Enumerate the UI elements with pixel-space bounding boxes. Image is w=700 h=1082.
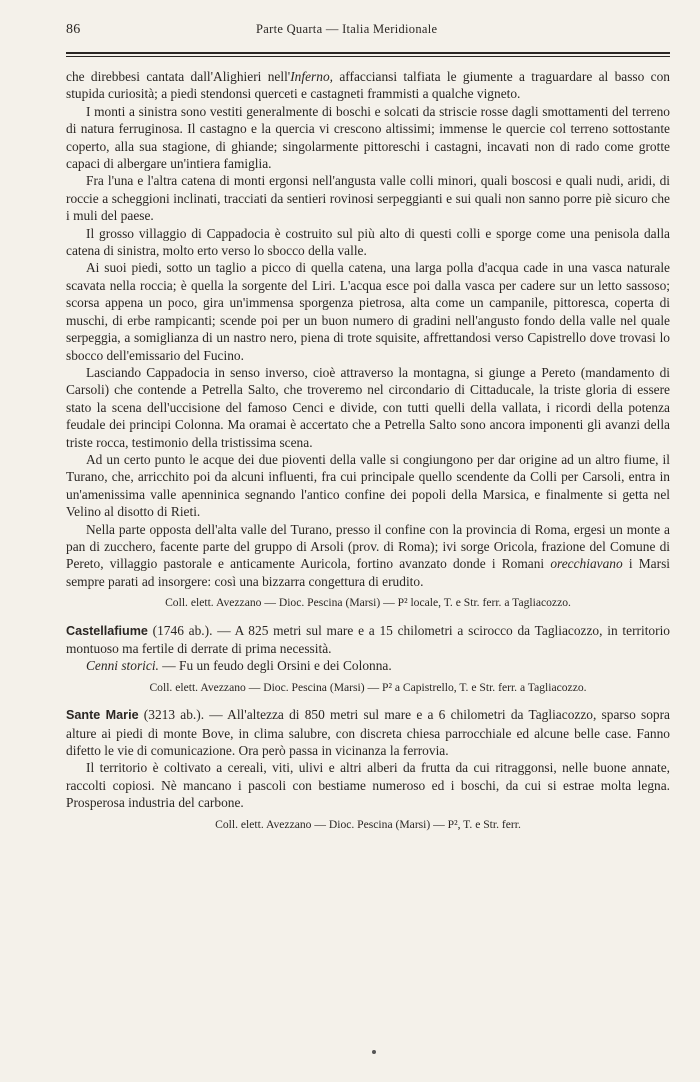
paragraph-oricola: Nella parte opposta dell'alta valle del Turano, presso il confine con la provincia di Roma, ergesi un monte a pan di zucchero, facente parte del gruppo di Arsoli (prov. di Roma); ivi sorge Oricola, frazione del Comune di Pereto, villaggio pastorale e anticamente Auricola, fortino avanzato donde i Romani orecchiavano i Marsi sempre parati ad insorgere: così una bizzarra congettura di erudito. xyxy=(66,521,671,589)
italic-cenni-storici: Cenni storici. xyxy=(86,658,159,674)
paragraph-monti: I monti a sinistra sono vestiti generalmente di boschi e solcati da striscie rosse dagli smottamenti del terreno di natura ferruginosa. Il castagno e la quercia vi crescono altissimi; immense le quercie col terreno sottostante coperto, alla sua stagione, di ghiande; singolarmente pittoreschi i castagni, incavati non di rado come grotte capaci di albergare un'intiera famiglia. xyxy=(66,103,670,172)
paragraph-colli: Fra l'una e l'altra catena di monti ergonsi nell'angusta valle colli minori, quali boscosi e quali nudi, aridi, di roccie a scheggioni inclinati, tracciati da sentieri rovinosi serpeggianti e sui quali non sanno porre piè sicuro che i muli del paese. xyxy=(66,173,670,224)
paragraph-cappadocia: Il grosso villaggio di Cappadocia è costruito sul più alto di questi colli e sporge come una penisola dalla catena di sinistra, molto erto verso lo sbocco della valle. xyxy=(66,225,670,259)
italic-orecchiavano: orecchiavano xyxy=(550,556,623,572)
paragraph-cenni-storici: Cenni storici. — Fu un feudo degli Orsini e dei Colonna. xyxy=(86,658,392,674)
paragraph-continuation: che direbbesi cantata dall'Alighieri nell'Inferno, affacciansi talfiata le giumente a traguardare al basso con stupida curiosità; a piedi stendonsi querceti e castagneti frammisti a qualche vigneto. xyxy=(66,69,670,102)
entry-castellafiume: Castellafiume (1746 ab.). — A 825 metri sul mare e a 15 chilometri a scirocco da Tagliacozzo, in territorio montuoso ma fertile di derrate di prima necessità. xyxy=(66,622,670,656)
italic-inferno: Inferno, xyxy=(290,69,333,84)
entry-name-sante-marie: Sante Marie xyxy=(66,708,139,723)
page-number: 86 xyxy=(66,22,81,37)
entry-sante-marie: Sante Marie (3213 ab.). — All'altezza di 850 metri sul mare e a 6 chilometri da Tagliacozzo, sparso sopra alture ai piedi di monte Bove, in clima salubre, con discreta chiesa parrocchiale ed alcune belle case. Fanno difetto le vie di comunicazione. Ora però passa in vicinanza la ferrovia. xyxy=(66,707,670,759)
paragraph-territorio: Il territorio è coltivato a cereali, viti, ulivi e altri alberi da frutta da cui ritraggonsi, nelle buone annate, raccolti copiosi. Nè mancano i pascoli con bestiame numeroso ed i boschi, da cui si estrae molta legna. Prosperosa industria del carbone. xyxy=(66,760,670,811)
entry-name-castellafiume: Castellafiume xyxy=(66,623,148,638)
collegio-line-3: Coll. elett. Avezzano — Dioc. Pescina (Marsi) — P², T. e Str. ferr. xyxy=(215,817,521,831)
page-body xyxy=(66,68,670,835)
header-rule xyxy=(66,52,670,57)
running-title: Parte Quarta — Italia Meridionale xyxy=(256,22,438,36)
paragraph-pereto: Lasciando Cappadocia in senso inverso, cioè attraverso la montagna, si giunge a Pereto (mandamento di Carsoli) che contende a Petrella Salto, che troveremo nel circondario di Cittaducale, la triste gloria di essere stato la scena dell'uccisione del famoso Cenci e divide, con tutti quelli della vallata, i ricordi della potenza feudale dei principi Colonna. Ma oramai è accertato che a Petrella Salto sono ancora imponenti gli avanzi della triste rocca, testimonio della tristissima scena. xyxy=(66,364,670,450)
paragraph-turano: Ad un certo punto le acque dei due pioventi della valle si congiungono per dar origine ad un altro fiume, il Turano, che, arricchito poi da alcuni influenti, fra cui principale quello scendente da Colli per Carsoli, entra in un'amenissima valle apenninica segnando l'antico confine dei popoli della Marsica, e finalmente si getta nel Velino al disotto di Rieti. xyxy=(66,451,670,520)
page-mark-dot xyxy=(372,1050,376,1054)
paragraph-liri: Ai suoi piedi, sotto un taglio a picco di quella catena, una larga polla d'acqua cade in una vasca naturale scavata nella roccia; è quella la sorgente del Liri. L'acqua esce poi dalla vasca per cadere sur un letto sassoso; scorsa appena un poco, gira un'immensa sporgenza pietrosa, alta come un campanile, pittoresca, coperta di muschi, di erbe rampicanti; scende poi per un buon numero di gradini nell'angusto fondo della valle nel quale serpeggia, a somiglianza di un nastro nero, piena di trote squisite, affrettandosi verso Capistrello dove trovasi lo sbocco dell'emissario del Fucino. xyxy=(66,260,670,363)
collegio-line-1: Coll. elett. Avezzano — Dioc. Pescina (Marsi) — P² locale, T. e Str. ferr. a Tagliacozzo. xyxy=(165,596,571,610)
collegio-line-2: Coll. elett. Avezzano — Dioc. Pescina (Marsi) — P² a Capistrello, T. e Str. ferr. a Tagliacozzo. xyxy=(149,680,587,694)
